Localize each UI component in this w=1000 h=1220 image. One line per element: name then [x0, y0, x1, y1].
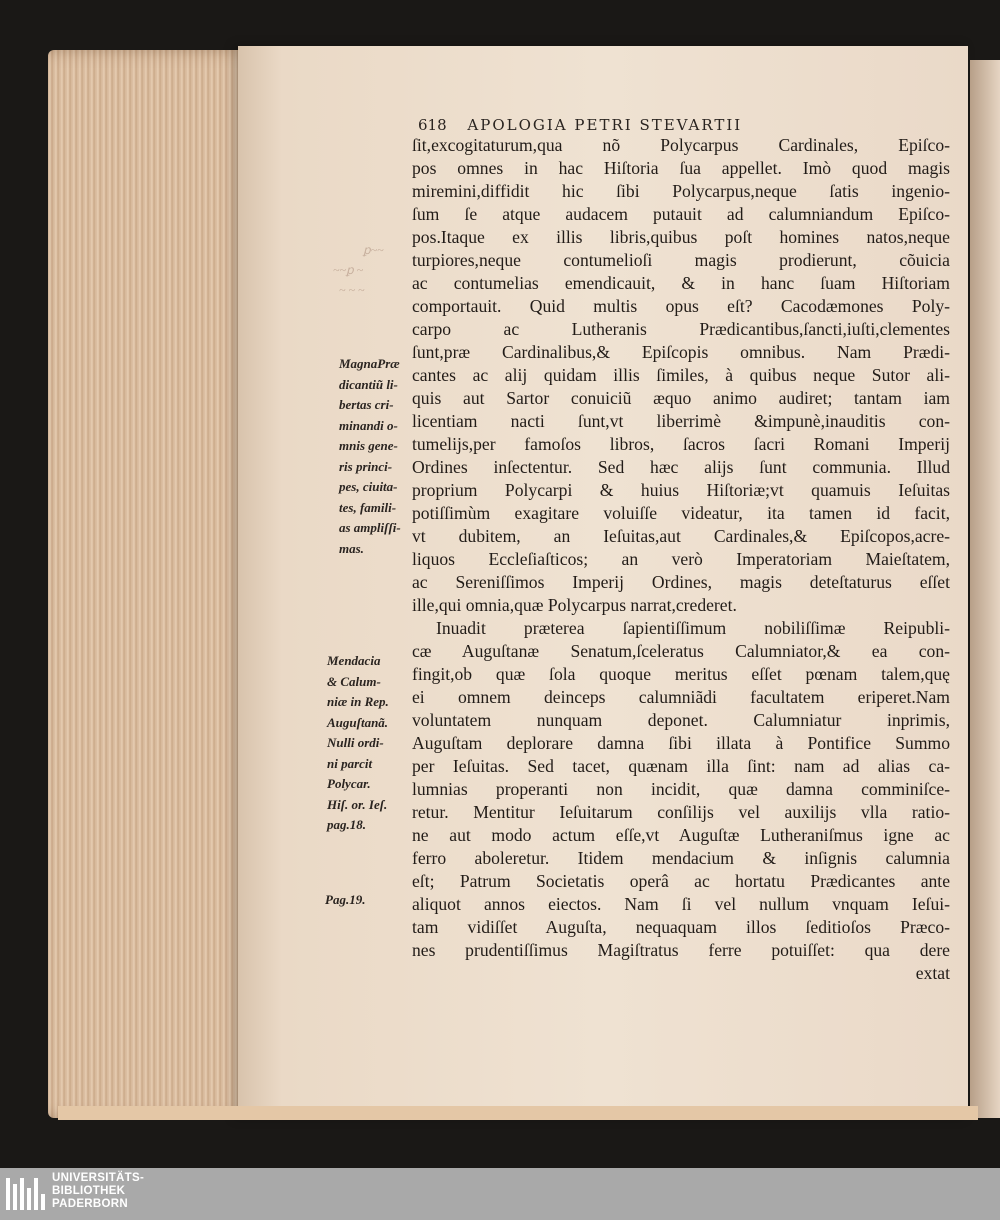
text-line: ferro aboleretur. Itidem mendacium & inſignis calumnia: [412, 848, 950, 868]
text-line: miremini,diffidit hic ſibi Polycarpus,neque ſatis ingenio-: [412, 181, 950, 201]
marginal-note-line: dicantiũ li-: [339, 376, 398, 392]
text-line: voluntatem nunquam deponet. Calumniatur inprimis,: [412, 710, 950, 730]
marginal-note-line: niæ in Rep.: [327, 694, 389, 709]
main-text-block: [412, 134, 950, 985]
library-footer: [0, 1168, 1000, 1220]
marginal-note-line: bertas cri-: [339, 397, 394, 412]
text-line: ei omnem deinceps calumniãdi facultatem eriperet.Nam: [412, 687, 950, 707]
text-line: turpiores,neque contumelioſi magis prodierunt, cõuicia: [412, 250, 950, 270]
text-line: eſt; Patrum Societatis operâ ac hortatu Prædicantes ante: [412, 871, 950, 891]
text-line: quis aut Sartor conuiciũ æquo animo audiret; tantam iam: [412, 388, 950, 408]
running-title: APOLOGIA PETRI STEVARTII: [467, 116, 743, 134]
text-line: liquos Eccleſiaſticos; an verò Imperatoriam Maieſtatem,: [412, 549, 950, 569]
marginal-note-line: Hiſ. or. Ieſ.: [327, 796, 388, 812]
text-line: comportauit. Quid multis opus eſt? Cacodæmones Poly-: [412, 296, 950, 316]
text-line: fingit,ob quæ ſola quoque meritus eſſet pœnam talem,quę: [412, 664, 950, 684]
text-line: cæ Auguſtanæ Senatum,ſceleratus Calumniator,& ea con-: [412, 641, 950, 661]
running-header: [418, 116, 848, 134]
marginal-note-line: pag.18.: [327, 817, 366, 832]
text-line: pos.Itaque ex illis libris,quibus poſt homines natos,neque: [412, 227, 950, 247]
text-line: lumnias properanti non incidit, quæ damna comminiſce-: [412, 779, 950, 799]
library-logo-icon: [4, 1174, 48, 1214]
text-line: ſit,excogitaturum,qua nõ Polycarpus Cardinales, Epiſco-: [412, 135, 950, 155]
page-number: 618: [418, 116, 447, 134]
marginal-note-line: ni parcit: [327, 755, 373, 771]
marginal-note-line: mnis gene-: [339, 438, 398, 453]
text-line: per Ieſuitas. Sed tacet, quænam illa ſint: nam ad alias ca-: [412, 756, 950, 776]
catchword: extat: [915, 963, 950, 983]
text-line: tumelijs,per famoſos libros, ſacros ſacri Romani Imperij: [412, 434, 950, 454]
text-line: Auguſtam deplorare damna ſibi illata à Pontifice Summo: [412, 733, 950, 753]
marginal-note-line: minandi o-: [339, 417, 398, 433]
marginal-note-line: Auguſtanã.: [327, 714, 389, 730]
text-line: carpo ac Lutheranis Prædicantibus,ſancti,iuſti,clementes: [412, 319, 950, 339]
text-line: ille,qui omnia,quæ Polycarpus narrat,crederet.: [412, 595, 737, 615]
text-line: proprium Polycarpi & huius Hiſtoriæ;vt quamuis Ieſuitas: [412, 480, 950, 500]
marginal-note-line: Pag.19.: [325, 892, 366, 907]
marginal-note-line: as ampliſſi-: [339, 520, 401, 535]
marginal-note-line: Polycar.: [327, 776, 371, 791]
text-line: licentiam nacti ſunt,vt liberrimè &impunè,inauditis con-: [412, 411, 950, 431]
marginal-note-line: & Calum-: [327, 673, 381, 689]
marginal-note-line: tes, famili-: [339, 499, 397, 515]
book-bottom-edge: [58, 1106, 978, 1120]
text-line: ac contumelias emendicauit, & in hanc ſuam Hiſtoriam: [412, 273, 950, 293]
marginal-note-3: [325, 890, 365, 911]
marginal-note-line: Mendacia: [327, 653, 381, 668]
text-line: ſunt,præ Cardinalibus,& Epiſcopis omnibus. Nam Prædi-: [412, 342, 950, 362]
text-line: aliquot annos eiectos. Nam ſi vel nullum vnquam Ieſui-: [412, 894, 950, 914]
text-line: potiſſimùm exagitare voluiſſe videatur, ita tamen id facit,: [412, 503, 950, 523]
text-line: cantes ac alij quidam illis ſimiles, à quibus neque Sutor ali-: [412, 365, 950, 385]
text-line: tam vidiſſet Auguſta, nequaquam illos ſeditioſos Præco-: [412, 917, 950, 937]
library-name: UNIVERSITÄTS- BIBLIOTHEK PADERBORN: [52, 1172, 145, 1210]
text-line: Inuadit præterea ſapientiſſimum nobiliſſimæ Reipubli-: [436, 618, 950, 638]
text-line: Ordines inſectentur. Sed hæc alijs ſunt communia. Illud: [412, 457, 950, 477]
text-line: ac Sereniſſimos Imperij Ordines, magis deteſtaturus eſſet: [412, 572, 950, 592]
text-line: nes prudentiſſimus Magiſtratus ferre potuiſſet: qua dere: [412, 940, 950, 960]
text-line: retur. Mentitur Ieſuitarum conſilijs vel auxilijs vlla ratio-: [412, 802, 950, 822]
text-line: ne aut modo actum eſſe,vt Auguſtæ Lutheraniſmus igne ac: [412, 825, 950, 845]
text-line: vt dubitem, an Ieſuitas,aut Cardinales,& Epiſcopos,acre-: [412, 526, 950, 546]
marginal-note-2: [327, 651, 389, 836]
text-line: ſum ſe atque audacem putauit ad calumniandum Epiſco-: [412, 204, 950, 224]
marginal-note-line: mas.: [339, 540, 364, 556]
bleed-through-text: ꝑ~~ ~~ꝑ ~ ~ ~ ~: [333, 243, 384, 297]
marginal-note-line: MagnaPræ: [339, 356, 400, 371]
marginal-note-line: Nulli ordi-: [327, 735, 384, 750]
marginal-note-line: ris princi-: [339, 458, 393, 474]
facing-page-edge: [970, 60, 1000, 1118]
marginal-note-line: pes, ciuita-: [339, 479, 398, 494]
text-line: pos omnes in hac Hiſtoria ſua appellet. Imò quod magis: [412, 158, 950, 178]
marginal-note-1: [339, 354, 401, 559]
